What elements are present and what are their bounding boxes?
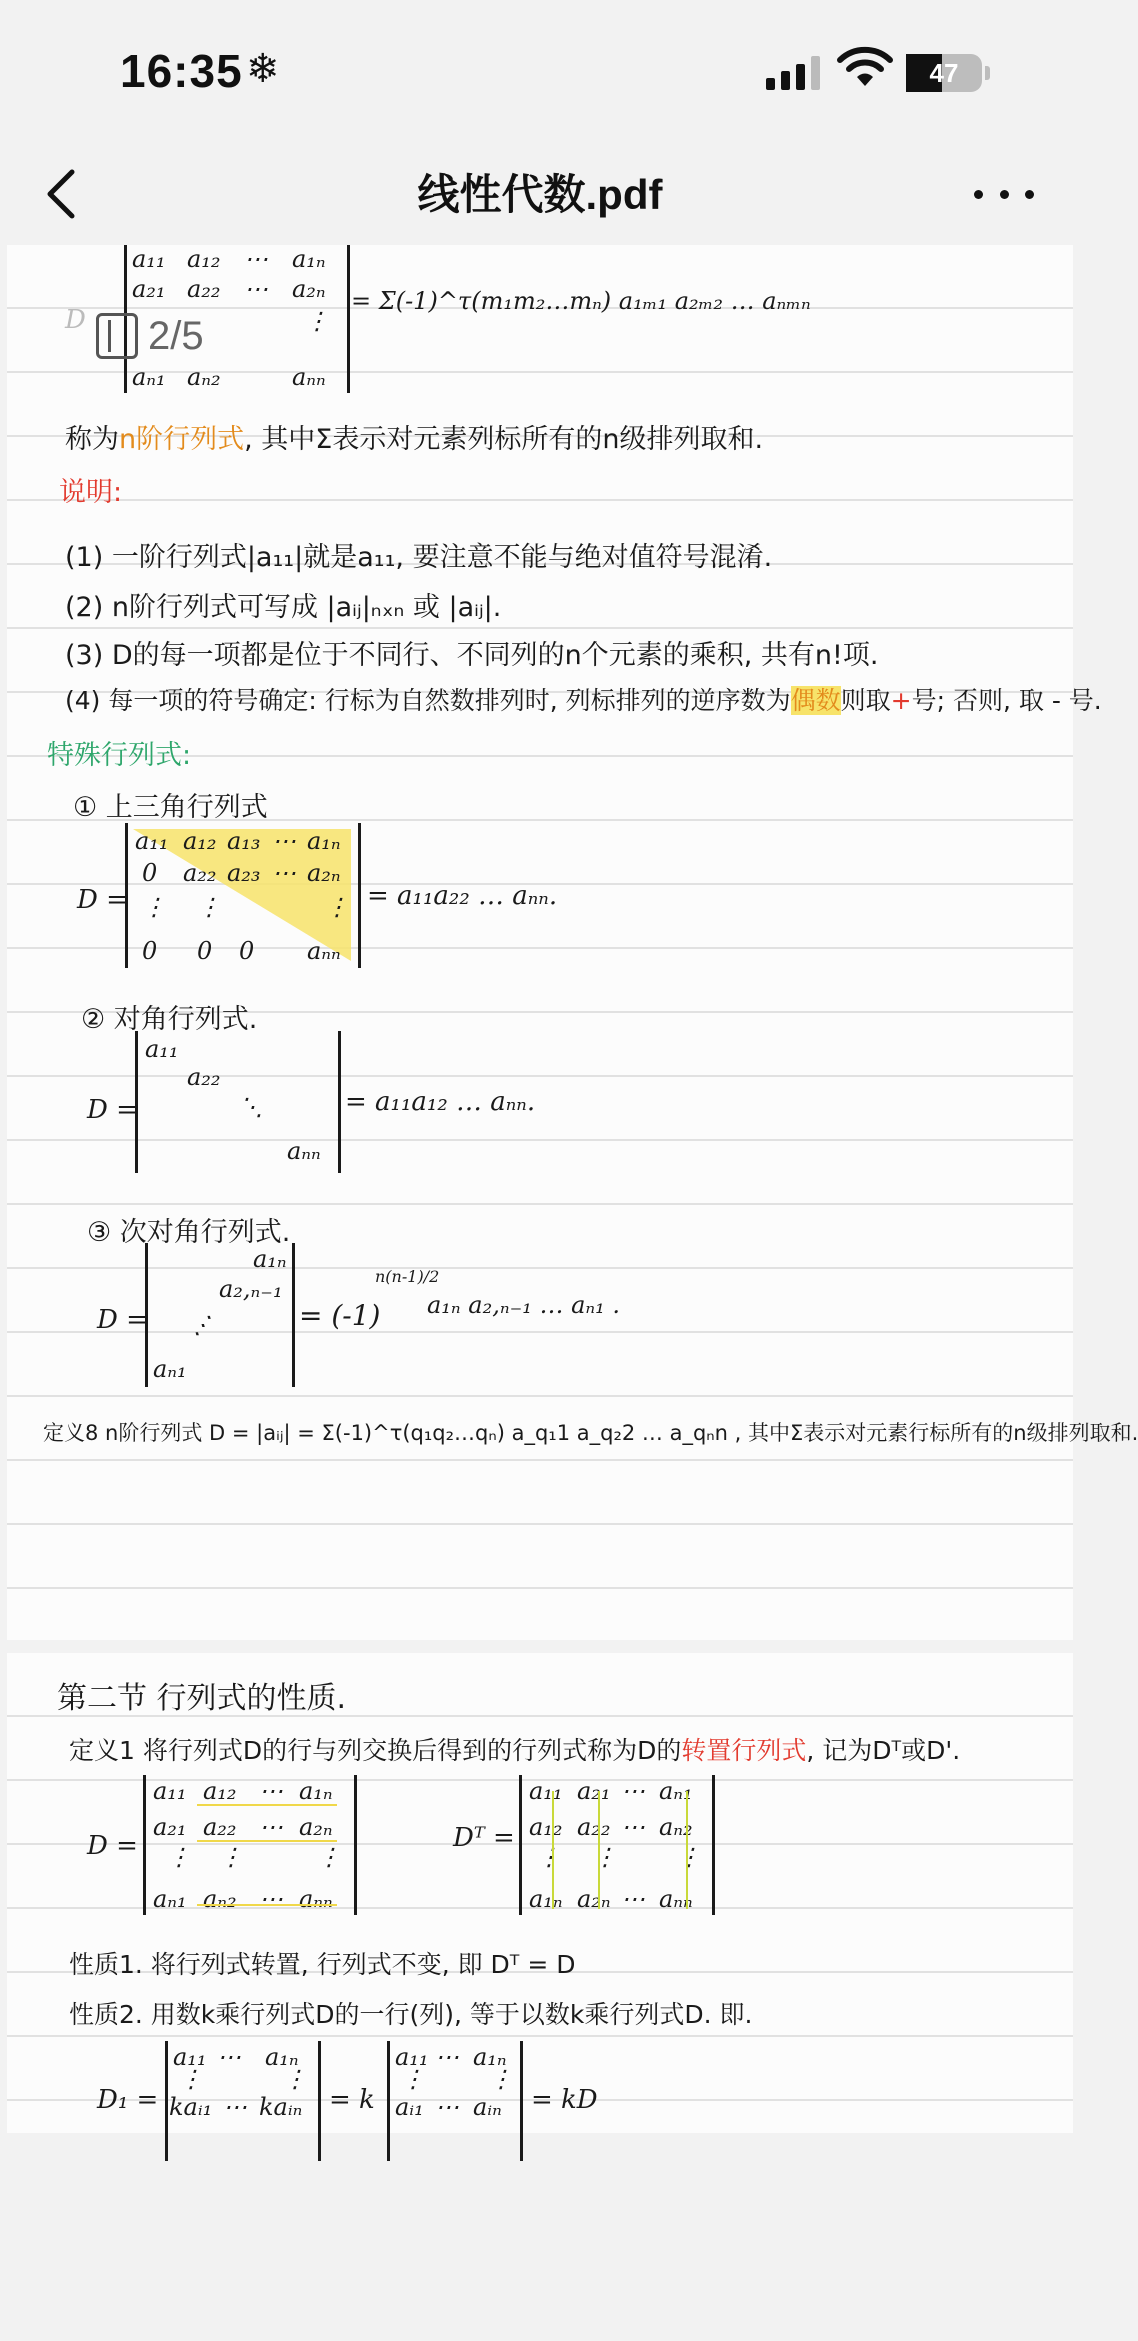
- cellular-signal-icon: [766, 56, 820, 90]
- matrix-cell: kaᵢ₁: [169, 2093, 213, 2121]
- matrix-cell: ⋮: [197, 893, 221, 921]
- pdf-page[interactable]: [7, 245, 1138, 1640]
- matrix-cell: ⋯: [259, 1885, 283, 1913]
- status-bar: [0, 0, 1080, 140]
- determinant-label: D =: [87, 1831, 138, 1861]
- note-2: (2) n阶行列式可写成 |aᵢⱼ|ₙₓₙ 或 |aᵢⱼ|.: [65, 592, 502, 623]
- battery-percent: 47: [929, 58, 959, 88]
- matrix-cell: a₁ₙ: [307, 827, 341, 855]
- matrix-cell: ⋮: [283, 2065, 307, 2093]
- note-1: (1) 一阶行列式|a₁₁|就是a₁₁, 要注意不能与绝对值符号混淆.: [65, 542, 773, 573]
- matrix-cell: a₁ₙ: [253, 1245, 287, 1273]
- matrix-cell: ⋮: [401, 2065, 425, 2093]
- matrix-cell: ⋮: [179, 2065, 203, 2093]
- matrix-cell: aₙₙ: [287, 1137, 321, 1165]
- matrix-cell: a₂₂: [187, 1063, 221, 1091]
- note-4: (4) 每一项的符号确定: 行标为自然数排列时, 列标排列的逆序数为偶数则取+号; 否则, 取 - 号.: [65, 686, 1102, 715]
- matrix-cell: aᵢₙ: [473, 2093, 502, 2121]
- note-title: 说明:: [59, 477, 123, 508]
- matrix-cell: ⋮: [219, 1843, 243, 1871]
- matrix-cell: a₂ₙ: [292, 275, 326, 303]
- battery-icon: [906, 54, 982, 92]
- matrix-cell: a₂₂: [183, 859, 217, 887]
- matrix-cell: ⋯: [621, 1777, 645, 1805]
- matrix-cell: a₂ₙ: [299, 1813, 333, 1841]
- matrix-cell: a₁₁: [395, 2043, 429, 2071]
- definition-text: 称为n阶行列式, 其中Σ表示对元素列标所有的n级排列取和.: [65, 424, 764, 455]
- matrix-cell: ⋯: [272, 859, 296, 887]
- matrix-cell: ⋯: [223, 2093, 247, 2121]
- matrix-cell: a₂₂: [187, 275, 221, 303]
- matrix-cell: a₁₂: [529, 1813, 563, 1841]
- matrix-cell: a₁₁: [173, 2043, 207, 2071]
- matrix-cell: aₙ₁: [659, 1777, 693, 1805]
- determinant-label: Dᵀ =: [453, 1823, 515, 1853]
- dot-icon: [1000, 190, 1009, 199]
- matrix-cell: a₂₂: [577, 1813, 611, 1841]
- matrix-cell: ⋮: [677, 1843, 701, 1871]
- determinant-label: D =: [77, 885, 128, 915]
- document-title: 线性代数.pdf: [417, 171, 663, 218]
- matrix-cell: ⋮: [317, 1843, 341, 1871]
- matrix-cell: a₁ₙ: [265, 2043, 299, 2071]
- matrix-cell: a₁ₙ: [299, 1777, 333, 1805]
- matrix-cell: ⋯: [272, 827, 296, 855]
- matrix-cell: ⋯: [621, 1813, 645, 1841]
- matrix-cell: a₂₂: [203, 1813, 237, 1841]
- determinant-label: D =: [97, 1305, 148, 1335]
- matrix-cell: 0: [142, 859, 158, 887]
- matrix-cell: ⋮: [489, 2065, 513, 2093]
- determinant-label: D: [65, 305, 86, 335]
- matrix-cell: aₙₙ: [307, 937, 341, 965]
- row-arrows: [157, 1783, 347, 1913]
- upper-triangular-result: = a₁₁a₂₂ … aₙₙ.: [367, 881, 558, 911]
- matrix-cell: a₁₂: [183, 827, 217, 855]
- matrix-cell: ⋮: [305, 307, 329, 335]
- matrix-cell: a₁₂: [187, 245, 221, 273]
- matrix-cell: aₙ₂: [187, 363, 221, 391]
- special-title: 特殊行列式:: [47, 740, 192, 771]
- matrix-cell: a₁₁: [145, 1035, 179, 1063]
- matrix-cell: ⋮: [167, 1843, 191, 1871]
- equals-k: = k: [329, 2085, 375, 2115]
- matrix-cell: aₙ₂: [203, 1885, 237, 1913]
- determinant-label: D₁ =: [97, 2085, 159, 2115]
- matrix-cell: aₙₙ: [299, 1885, 333, 1913]
- matrix-cell: a₁ₙ: [292, 245, 326, 273]
- matrix-cell: 0: [197, 937, 213, 965]
- definition-1: 定义1 将行列式D的行与列交换后得到的行列式称为D的转置行列式, 记为Dᵀ或D'.: [69, 1736, 961, 1765]
- matrix-cell: ⋮: [142, 893, 166, 921]
- matrix-cell: a₁₃: [227, 827, 261, 855]
- page-indicator[interactable]: [96, 310, 204, 362]
- matrix-cell: a₂₃: [227, 859, 261, 887]
- matrix-cell: ⋯: [244, 275, 268, 303]
- matrix-cell: a₂₁: [132, 275, 166, 303]
- matrix-cell: ⋮: [537, 1843, 561, 1871]
- battery-tip: [985, 66, 990, 80]
- matrix-cell: 0: [142, 937, 158, 965]
- matrix-cell: a₁₁: [153, 1777, 187, 1805]
- matrix-cell: ⋮: [593, 1843, 617, 1871]
- matrix-cell: ⋯: [244, 245, 268, 273]
- matrix-cell: ⋮: [325, 893, 349, 921]
- snowflake-icon: ❄: [246, 47, 280, 91]
- matrix-cell: aₙ₁: [132, 363, 166, 391]
- determinant-label: D =: [87, 1095, 138, 1125]
- matrix-cell: a₂ₙ: [307, 859, 341, 887]
- matrix-cell: a₁ₙ: [529, 1885, 563, 1913]
- anti-diagonal-tail: a₁ₙ a₂,ₙ₋₁ … aₙ₁ .: [427, 1291, 621, 1319]
- matrix-cell: a₁₁: [132, 245, 166, 273]
- matrix-cell: aₙ₁: [153, 1355, 187, 1383]
- matrix-cell: a₂₁: [577, 1777, 611, 1805]
- anti-diagonal-exponent: n(n-1)/2: [375, 1267, 440, 1286]
- wifi-icon: [838, 46, 892, 90]
- upper-triangular-title: ① 上三角行列式: [73, 792, 268, 823]
- matrix-cell: ⋯: [259, 1813, 283, 1841]
- matrix-cell: a₁₂: [203, 1777, 237, 1805]
- pdf-page[interactable]: [7, 1653, 1073, 2133]
- matrix-cell: ⋯: [259, 1777, 283, 1805]
- matrix-cell: aₙ₂: [659, 1813, 693, 1841]
- property-2: 性质2. 用数k乘行列式D的一行(列), 等于以数k乘行列式D. 即.: [69, 2000, 753, 2029]
- diagonal-title: ② 对角行列式.: [81, 1004, 258, 1035]
- matrix-cell: ⋯: [435, 2043, 459, 2071]
- matrix-cell: 0: [239, 937, 255, 965]
- matrix-cell: ⋯: [621, 1885, 645, 1913]
- matrix-cell: aᵢ₁: [395, 2093, 424, 2121]
- anti-diagonal-title: ③ 次对角行列式.: [87, 1217, 291, 1248]
- matrix-cell: ⋯: [217, 2043, 241, 2071]
- matrix-cell: a₁₁: [135, 827, 169, 855]
- diagonal-result: = a₁₁a₁₂ … aₙₙ.: [345, 1087, 536, 1117]
- matrix-cell: ⋯: [435, 2093, 459, 2121]
- matrix-cell: aₙ₁: [153, 1885, 187, 1913]
- equals-kD: = kD: [531, 2085, 598, 2115]
- matrix-cell: a₂,ₙ₋₁: [219, 1275, 283, 1303]
- anti-diagonal-result: = (-1): [299, 1299, 381, 1332]
- matrix-cell: kaᵢₙ: [259, 2093, 303, 2121]
- matrix-cell: a₂₁: [153, 1813, 187, 1841]
- dot-icon: [1025, 190, 1034, 199]
- matrix-cell: aₙₙ: [659, 1885, 693, 1913]
- property-1: 性质1. 将行列式转置, 行列式不变, 即 Dᵀ = D: [69, 1950, 576, 1979]
- dot-icon: [974, 190, 983, 199]
- status-time: 16:35: [120, 45, 243, 97]
- matrix-cell: ⋱: [193, 1311, 217, 1339]
- matrix-cell: aₙₙ: [292, 363, 326, 391]
- page-indicator-label: 2/5: [148, 313, 204, 358]
- determinant-sum-formula: = Σ(-1)^τ(m₁m₂…mₙ) a₁ₘ₁ a₂ₘ₂ … aₙₘₙ: [351, 287, 811, 315]
- nav-bar: [0, 140, 1080, 245]
- more-options-button[interactable]: [974, 166, 1034, 222]
- matrix-cell: a₁ₙ: [473, 2043, 507, 2071]
- definition-8: 定义8 n阶行列式 D = |aᵢⱼ| = Σ(-1)^τ(q₁q₂…qₙ) a_q₁1 a_q₂2 … a_qₙn , 其中Σ表示对元素行标所有的n级排列取和.: [43, 1421, 1138, 1445]
- matrix-cell: a₁₁: [529, 1777, 563, 1805]
- section-title: 第二节 行列式的性质.: [57, 1681, 347, 1716]
- matrix-cell: ⋱: [239, 1093, 263, 1121]
- column-arrows: [527, 1781, 707, 1915]
- page-thumbnail-icon: [96, 313, 138, 359]
- matrix-cell: a₂ₙ: [577, 1885, 611, 1913]
- note-3: (3) D的每一项都是位于不同行、不同列的n个元素的乘积, 共有n!项.: [65, 640, 879, 671]
